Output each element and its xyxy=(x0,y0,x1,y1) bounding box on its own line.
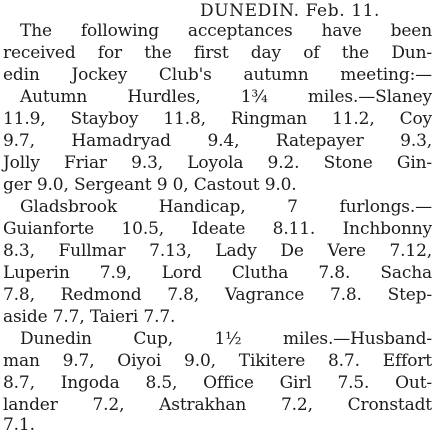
text-line-19: 7.1. xyxy=(3,415,35,435)
text-line-4: Autumn Hurdles, 1¾ miles.—Slaney xyxy=(20,87,432,107)
text-line-12: Luperin 7.9, Lord Clutha 7.8. Sacha xyxy=(3,263,432,283)
text-line-8: ger 9.0, Sergeant 9 0, Castout 9.0. xyxy=(3,175,297,195)
dateline: DUNEDIN. Feb. 11. xyxy=(200,1,381,21)
text-line-13: 7.8, Redmond 7.8, Vagrance 7.8. Step- xyxy=(3,285,432,305)
text-line-5: 11.9, Stayboy 11.8, Ringman 11.2, Coy xyxy=(3,109,432,129)
text-line-7: Jolly Friar 9.3, Loyola 9.2. Stone Gin- xyxy=(3,153,432,173)
text-line-16: man 9.7, Oiyoi 9.0, Tikitere 8.7. Effort xyxy=(3,351,432,371)
text-line-2: received for the first day of the Dun- xyxy=(3,43,432,63)
text-line-3: edin Jockey Club's autumn meeting:— xyxy=(3,65,432,85)
text-line-18: lander 7.2, Astrakhan 7.2, Cronstadt xyxy=(3,395,432,415)
text-line-6: 9.7, Hamadryad 9.4, Ratepayer 9.3, xyxy=(3,131,432,151)
text-line-10: Guianforte 10.5, Ideate 8.11. Inchbonny xyxy=(3,219,432,239)
text-line-14: aside 7.7, Taieri 7.7. xyxy=(3,307,176,327)
text-line-11: 8.3, Fullmar 7.13, Lady De Vere 7.12, xyxy=(3,241,432,261)
text-line-17: 8.7, Ingoda 8.5, Office Girl 7.5. Out- xyxy=(3,373,432,393)
text-line-15: Dunedin Cup, 1½ miles.—Husband- xyxy=(20,329,432,349)
text-line-9: Gladsbrook Handicap, 7 furlongs.— xyxy=(20,197,432,217)
text-line-1: The following acceptances have been xyxy=(20,21,432,41)
